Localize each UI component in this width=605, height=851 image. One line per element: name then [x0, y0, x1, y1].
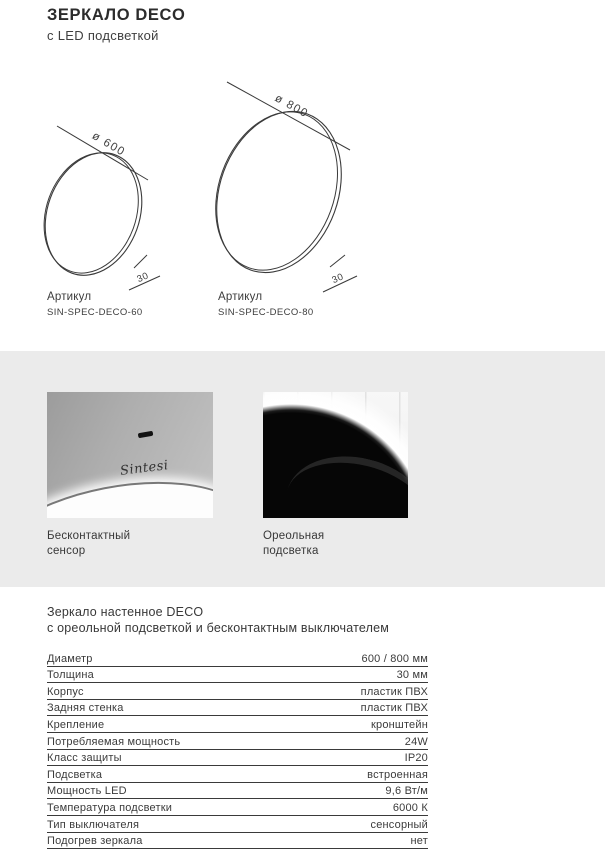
photo-halo-backlight	[263, 392, 408, 518]
mirror-diagrams	[0, 0, 605, 310]
spec-row-led-power: Мощность LED 9,6 Вт/м	[47, 783, 428, 800]
mirror-diagram-80	[195, 82, 363, 292]
diameter-label-80: ø 800	[272, 92, 311, 121]
article-60-label: Артикул	[47, 291, 92, 303]
article-60	[47, 291, 143, 319]
halo-reflection-arc	[275, 441, 408, 518]
caption-halo-line1: Ореольная	[263, 530, 325, 542]
spec-row-mounting: Крепление кронштейн	[47, 716, 428, 733]
features-band	[0, 351, 605, 587]
caption-halo-line2: подсветка	[263, 545, 319, 557]
caption-sensor-line2: сенсор	[47, 545, 86, 557]
spec-row-power: Потребляемая мощность 24W	[47, 733, 428, 750]
article-80-code: SIN-SPEC-DECO-80	[218, 307, 314, 318]
spec-row-thickness: Толщина 30 мм	[47, 667, 428, 684]
brand-logo-text: Sintesi	[119, 458, 170, 480]
page-title: ЗЕРКАЛО DECO	[47, 6, 186, 24]
mirror-60-rim	[28, 140, 154, 287]
thickness-label-80: 30	[330, 271, 346, 287]
caption-sensor-line1: Бесконтактный	[47, 530, 131, 542]
photo-contactless-sensor	[47, 392, 213, 518]
spec-row-switch-type: Тип выключателя сенсорный	[47, 816, 428, 833]
spec-row-mirror-heating: Подогрев зеркала нет	[47, 833, 428, 850]
spec-row-body: Корпус пластик ПВХ	[47, 683, 428, 700]
sensor-dash	[138, 431, 154, 438]
thickness-tick-60	[134, 255, 147, 268]
article-80-label: Артикул	[218, 291, 263, 303]
spec-row-backlight: Подсветка встроенная	[47, 766, 428, 783]
spec-table	[47, 650, 428, 849]
spec-row-back-wall: Задняя стенка пластик ПВХ	[47, 700, 428, 717]
dimension-line-80	[227, 82, 350, 150]
mirror-60-outline	[29, 139, 159, 289]
article-80	[218, 291, 314, 319]
thickness-tick-80	[330, 255, 345, 267]
diameter-label-60: ø 600	[89, 129, 128, 159]
page-subtitle: с LED подсветкой	[47, 28, 159, 43]
mirror-diagram-60	[28, 126, 160, 290]
spec-row-diameter: Диаметр 600 / 800 мм	[47, 650, 428, 667]
mirror-80-rim	[195, 95, 359, 288]
spec-row-color-temperature: Температура подсветки 6000 К	[47, 799, 428, 816]
spec-heading-line2: с ореольной подсветкой и бесконтактным выключателем	[47, 621, 390, 635]
article-60-code: SIN-SPEC-DECO-60	[47, 307, 143, 318]
feature-caption-sensor	[47, 529, 130, 559]
feature-caption-halo	[263, 529, 324, 559]
thickness-label-60: 30	[135, 270, 151, 286]
spec-row-protection-class: Класс защиты IP20	[47, 750, 428, 767]
spec-heading-line1: Зеркало настенное DECO	[47, 605, 204, 619]
spec-heading	[47, 604, 389, 636]
